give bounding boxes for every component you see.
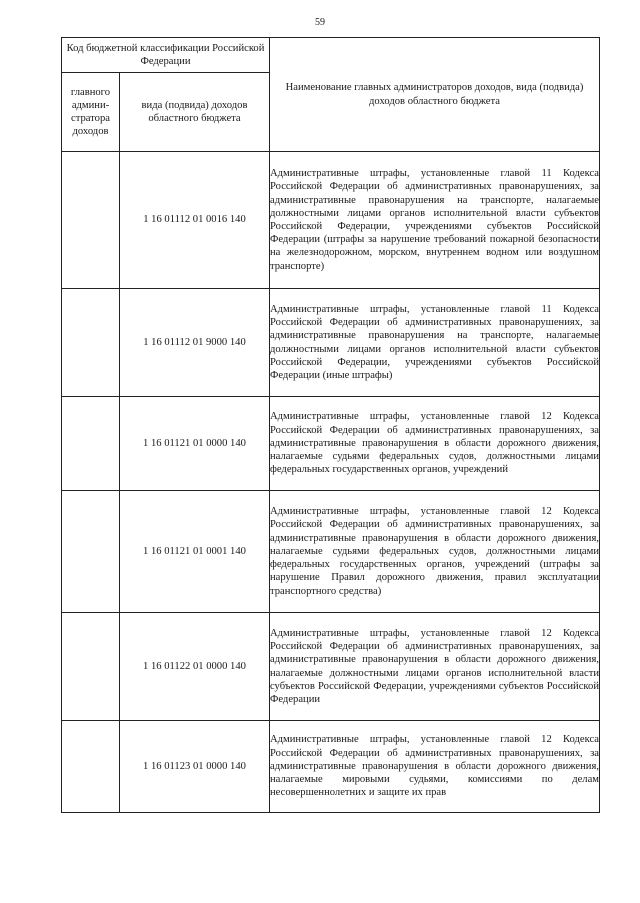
header-administrator-name: Наименование главных администраторов доходов, вида (подвида) доходов областного бюджета: [270, 38, 600, 152]
admin-code-cell: [62, 289, 120, 397]
admin-code-cell: [62, 152, 120, 289]
budget-classification-table: [61, 37, 600, 813]
admin-code-cell: [62, 491, 120, 613]
revenue-code-cell: 1 16 01121 01 0000 140: [120, 397, 270, 491]
revenue-code-cell: 1 16 01122 01 0000 140: [120, 613, 270, 721]
description-cell: Административные штрафы, установленные главой 12 Кодекса Российской Федерации об административных правонарушениях, за административные правонарушения в области дорожного движения, налагаемые судьями федеральных судов, должностными лицами федеральных государственных органов, учреждений (штрафы за нарушение Правил дорожного движения, правил эксплуатации транспортного средства): [270, 491, 600, 613]
description-cell: Административные штрафы, установленные главой 12 Кодекса Российской Федерации об административных правонарушениях, за административные правонарушения в области дорожного движения, налагаемые судьями федеральных судов, должностными лицами федеральных государственных органов, учреждений: [270, 397, 600, 491]
header-revenue-kind: вида (подвида) доходов областного бюджета: [120, 73, 270, 152]
header-budget-classification-code: Код бюджетной классификации Российской Федерации: [62, 38, 270, 73]
admin-code-cell: [62, 721, 120, 813]
revenue-code-cell: 1 16 01112 01 9000 140: [120, 289, 270, 397]
table-row: [62, 152, 600, 289]
table-row: [62, 397, 600, 491]
admin-code-cell: [62, 613, 120, 721]
table-row: [62, 491, 600, 613]
table-header-row-1: [62, 38, 600, 73]
table-row: [62, 613, 600, 721]
table-row: [62, 289, 600, 397]
table-row: [62, 721, 600, 813]
description-cell: Административные штрафы, установленные главой 11 Кодекса Российской Федерации об административных правонарушениях, за административные правонарушения на транспорте, налагаемые должностными лицами органов исполнительной власти субъектов Российской Федерации, учреждениями субъектов Российской Федерации (иные штрафы): [270, 289, 600, 397]
page-number: 59: [315, 17, 325, 28]
description-cell: Административные штрафы, установленные главой 12 Кодекса Российской Федерации об административных правонарушениях, за административные правонарушения в области дорожного движения, налагаемые мировыми судьями, комиссиями по делам несовершеннолетних и защите их прав: [270, 721, 600, 813]
header-main-administrator: главного админи-стратора доходов: [62, 73, 120, 152]
revenue-code-cell: 1 16 01123 01 0000 140: [120, 721, 270, 813]
admin-code-cell: [62, 397, 120, 491]
revenue-code-cell: 1 16 01112 01 0016 140: [120, 152, 270, 289]
description-cell: Административные штрафы, установленные главой 12 Кодекса Российской Федерации об административных правонарушениях, за административные правонарушения в области дорожного движения, налагаемые должностными лицами органов исполнительной власти субъектов Российской Федерации, учреждениями субъектов Российской Федерации: [270, 613, 600, 721]
description-cell: Административные штрафы, установленные главой 11 Кодекса Российской Федерации об административных правонарушениях, за административные правонарушения на транспорте, налагаемые должностными лицами органов исполнительной власти субъектов Российской Федерации, учреждениями субъектов Российской Федерации (штрафы за нарушение требований пожарной безопасности на железнодорожном, морском, внутреннем водном или воздушном транспорте): [270, 152, 600, 289]
revenue-code-cell: 1 16 01121 01 0001 140: [120, 491, 270, 613]
